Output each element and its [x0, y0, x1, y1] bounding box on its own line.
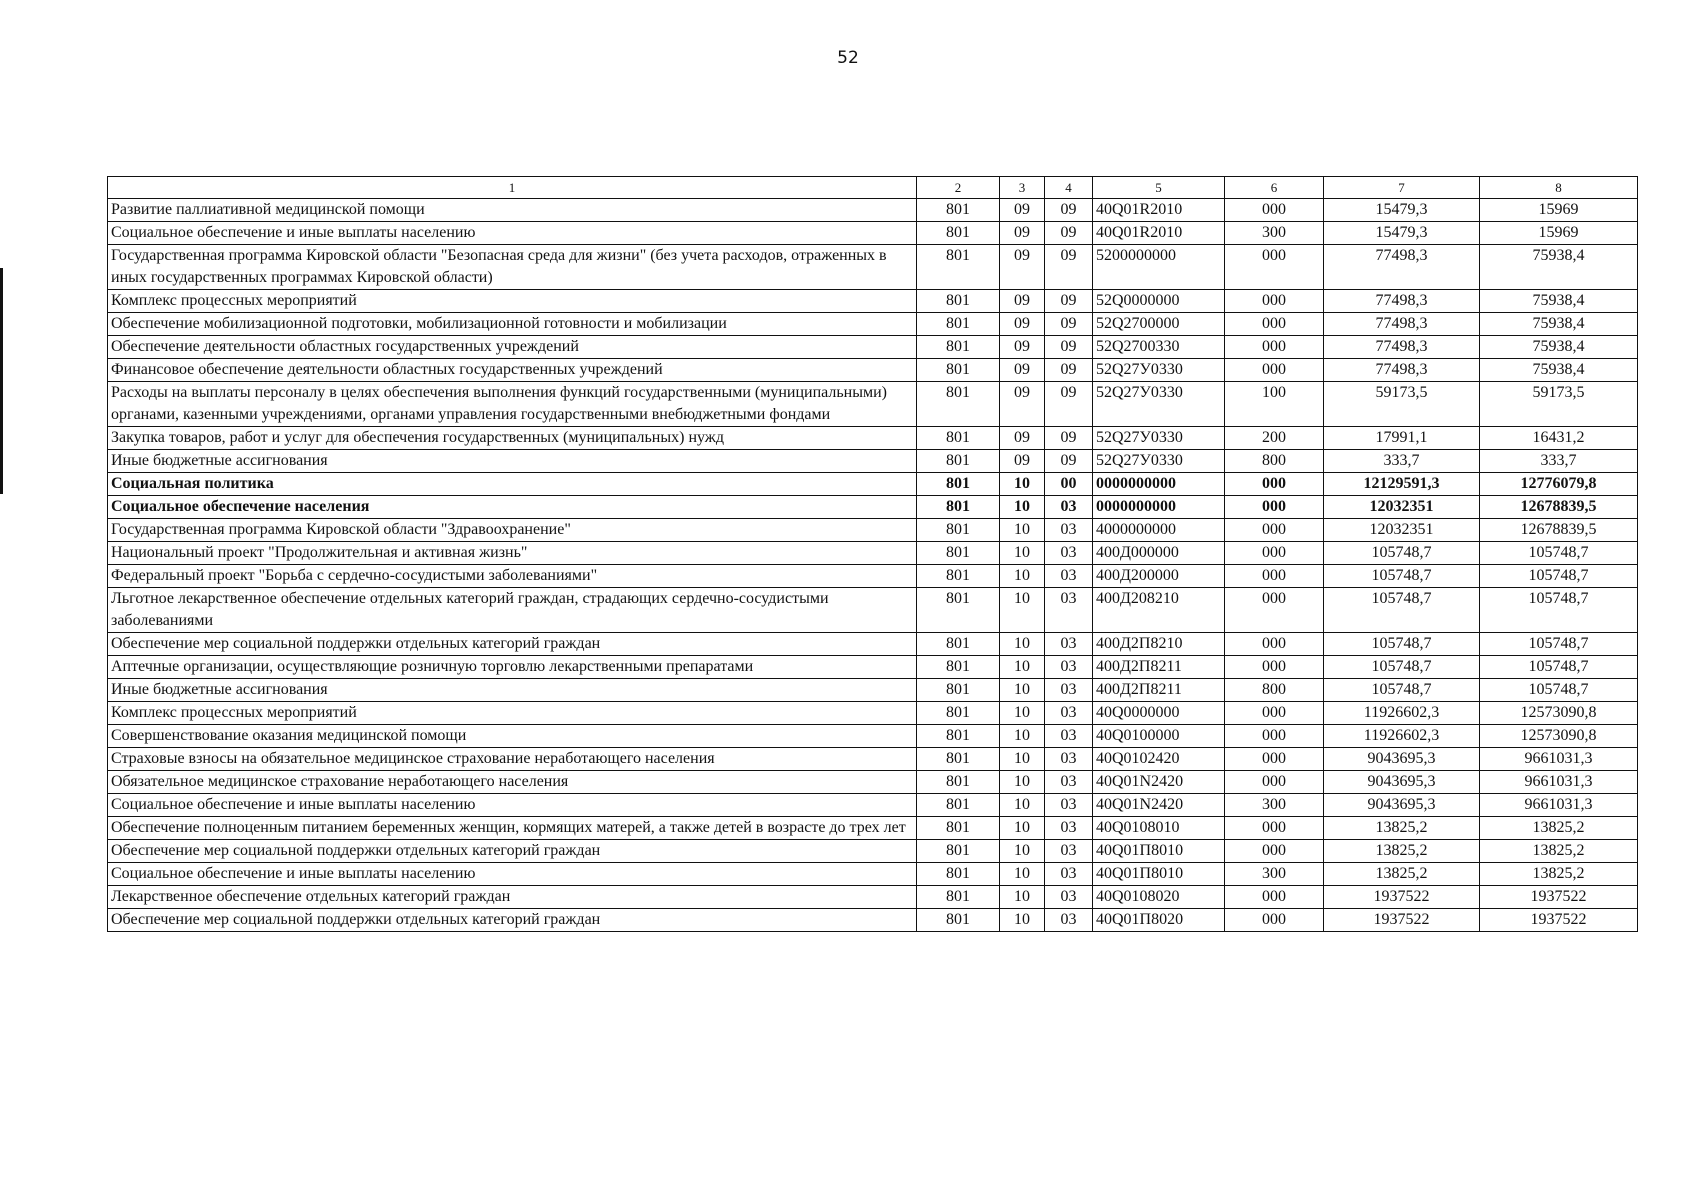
cell-ministry-code: 801 — [917, 222, 1000, 245]
cell-target-article: 400Д000000 — [1093, 542, 1225, 565]
cell-amount-year2: 105748,7 — [1480, 542, 1638, 565]
cell-name: Страховые взносы на обязательное медицинское страхование неработающего населения — [108, 748, 917, 771]
cell-section: 09 — [1000, 450, 1045, 473]
cell-subsection: 03 — [1045, 519, 1093, 542]
cell-section: 10 — [1000, 863, 1045, 886]
cell-amount-year1: 15479,3 — [1324, 222, 1480, 245]
cell-expense-type: 000 — [1225, 245, 1324, 290]
table-row — [108, 633, 1638, 656]
table-row — [108, 748, 1638, 771]
cell-amount-year1: 105748,7 — [1324, 565, 1480, 588]
header-cell-8: 8 — [1480, 177, 1638, 199]
cell-expense-type: 800 — [1225, 450, 1324, 473]
header-cell-3: 3 — [1000, 177, 1045, 199]
cell-amount-year1: 77498,3 — [1324, 336, 1480, 359]
cell-subsection: 03 — [1045, 496, 1093, 519]
cell-subsection: 03 — [1045, 840, 1093, 863]
cell-amount-year1: 59173,5 — [1324, 382, 1480, 427]
cell-subsection: 03 — [1045, 886, 1093, 909]
cell-amount-year2: 13825,2 — [1480, 863, 1638, 886]
cell-amount-year2: 13825,2 — [1480, 817, 1638, 840]
cell-amount-year2: 105748,7 — [1480, 588, 1638, 633]
cell-amount-year2: 75938,4 — [1480, 359, 1638, 382]
cell-subsection: 09 — [1045, 382, 1093, 427]
cell-subsection: 09 — [1045, 450, 1093, 473]
cell-section: 09 — [1000, 359, 1045, 382]
cell-ministry-code: 801 — [917, 199, 1000, 222]
cell-target-article: 52Q0000000 — [1093, 290, 1225, 313]
cell-amount-year1: 105748,7 — [1324, 633, 1480, 656]
margin-mark — [0, 268, 3, 494]
cell-amount-year2: 12573090,8 — [1480, 725, 1638, 748]
cell-amount-year1: 13825,2 — [1324, 817, 1480, 840]
cell-amount-year2: 9661031,3 — [1480, 771, 1638, 794]
cell-target-article: 400Д2П8211 — [1093, 656, 1225, 679]
table-row — [108, 863, 1638, 886]
cell-amount-year1: 77498,3 — [1324, 290, 1480, 313]
table-row — [108, 909, 1638, 932]
table-header-row — [108, 177, 1638, 199]
cell-amount-year2: 333,7 — [1480, 450, 1638, 473]
cell-ministry-code: 801 — [917, 565, 1000, 588]
cell-expense-type: 000 — [1225, 313, 1324, 336]
cell-amount-year2: 75938,4 — [1480, 336, 1638, 359]
table-row — [108, 245, 1638, 290]
table-row — [108, 794, 1638, 817]
cell-target-article: 52Q27У0330 — [1093, 359, 1225, 382]
cell-expense-type: 000 — [1225, 588, 1324, 633]
cell-subsection: 00 — [1045, 473, 1093, 496]
cell-amount-year2: 12776079,8 — [1480, 473, 1638, 496]
table-row — [108, 840, 1638, 863]
cell-ministry-code: 801 — [917, 290, 1000, 313]
cell-ministry-code: 801 — [917, 771, 1000, 794]
cell-amount-year2: 105748,7 — [1480, 565, 1638, 588]
cell-section: 10 — [1000, 840, 1045, 863]
table-row — [108, 519, 1638, 542]
cell-target-article: 40Q0108020 — [1093, 886, 1225, 909]
cell-amount-year1: 1937522 — [1324, 909, 1480, 932]
cell-name: Обеспечение мер социальной поддержки отдельных категорий граждан — [108, 633, 917, 656]
header-cell-1: 1 — [108, 177, 917, 199]
cell-amount-year2: 12573090,8 — [1480, 702, 1638, 725]
cell-expense-type: 000 — [1225, 656, 1324, 679]
cell-amount-year2: 59173,5 — [1480, 382, 1638, 427]
cell-subsection: 03 — [1045, 725, 1093, 748]
cell-expense-type: 300 — [1225, 794, 1324, 817]
table-row — [108, 199, 1638, 222]
cell-amount-year2: 1937522 — [1480, 909, 1638, 932]
cell-ministry-code: 801 — [917, 633, 1000, 656]
cell-section: 09 — [1000, 427, 1045, 450]
table-row — [108, 588, 1638, 633]
cell-ministry-code: 801 — [917, 748, 1000, 771]
cell-ministry-code: 801 — [917, 702, 1000, 725]
cell-name: Государственная программа Кировской области "Здравоохранение" — [108, 519, 917, 542]
cell-target-article: 400Д200000 — [1093, 565, 1225, 588]
cell-subsection: 03 — [1045, 542, 1093, 565]
table-row — [108, 336, 1638, 359]
cell-expense-type: 000 — [1225, 748, 1324, 771]
cell-target-article: 0000000000 — [1093, 473, 1225, 496]
cell-ministry-code: 801 — [917, 496, 1000, 519]
cell-target-article: 40Q01N2420 — [1093, 794, 1225, 817]
cell-target-article: 40Q01П8010 — [1093, 863, 1225, 886]
cell-ministry-code: 801 — [917, 382, 1000, 427]
cell-ministry-code: 801 — [917, 519, 1000, 542]
cell-name: Национальный проект "Продолжительная и активная жизнь" — [108, 542, 917, 565]
cell-target-article: 400Д2П8211 — [1093, 679, 1225, 702]
cell-subsection: 09 — [1045, 290, 1093, 313]
cell-amount-year2: 75938,4 — [1480, 313, 1638, 336]
cell-name: Социальная политика — [108, 473, 917, 496]
cell-amount-year1: 333,7 — [1324, 450, 1480, 473]
cell-amount-year1: 9043695,3 — [1324, 748, 1480, 771]
cell-section: 10 — [1000, 565, 1045, 588]
budget-table — [107, 176, 1638, 932]
cell-expense-type: 000 — [1225, 771, 1324, 794]
cell-subsection: 03 — [1045, 633, 1093, 656]
cell-subsection: 03 — [1045, 817, 1093, 840]
cell-amount-year1: 105748,7 — [1324, 588, 1480, 633]
table-row — [108, 313, 1638, 336]
cell-name: Совершенствование оказания медицинской помощи — [108, 725, 917, 748]
cell-name: Закупка товаров, работ и услуг для обеспечения государственных (муниципальных) нужд — [108, 427, 917, 450]
cell-name: Обеспечение полноценным питанием беременных женщин, кормящих матерей, а также детей в возрасте до трех лет — [108, 817, 917, 840]
cell-expense-type: 000 — [1225, 817, 1324, 840]
cell-amount-year1: 77498,3 — [1324, 359, 1480, 382]
cell-name: Обеспечение мобилизационной подготовки, мобилизационной готовности и мобилизации — [108, 313, 917, 336]
cell-subsection: 09 — [1045, 336, 1093, 359]
cell-subsection: 09 — [1045, 199, 1093, 222]
cell-subsection: 03 — [1045, 656, 1093, 679]
cell-section: 09 — [1000, 222, 1045, 245]
cell-section: 10 — [1000, 886, 1045, 909]
cell-amount-year2: 75938,4 — [1480, 290, 1638, 313]
table-row — [108, 382, 1638, 427]
cell-name: Комплекс процессных мероприятий — [108, 290, 917, 313]
cell-section: 10 — [1000, 656, 1045, 679]
cell-ministry-code: 801 — [917, 794, 1000, 817]
cell-ministry-code: 801 — [917, 886, 1000, 909]
table-row — [108, 817, 1638, 840]
cell-expense-type: 000 — [1225, 886, 1324, 909]
cell-ministry-code: 801 — [917, 427, 1000, 450]
cell-ministry-code: 801 — [917, 863, 1000, 886]
cell-target-article: 52Q27У0330 — [1093, 450, 1225, 473]
cell-ministry-code: 801 — [917, 679, 1000, 702]
cell-subsection: 09 — [1045, 245, 1093, 290]
cell-subsection: 03 — [1045, 771, 1093, 794]
cell-name: Льготное лекарственное обеспечение отдельных категорий граждан, страдающих сердечно-сосудистыми заболеваниями — [108, 588, 917, 633]
cell-section: 09 — [1000, 313, 1045, 336]
cell-expense-type: 800 — [1225, 679, 1324, 702]
cell-name: Комплекс процессных мероприятий — [108, 702, 917, 725]
cell-amount-year1: 1937522 — [1324, 886, 1480, 909]
cell-expense-type: 000 — [1225, 909, 1324, 932]
table-row — [108, 473, 1638, 496]
header-cell-7: 7 — [1324, 177, 1480, 199]
cell-subsection: 03 — [1045, 863, 1093, 886]
table-row — [108, 702, 1638, 725]
cell-expense-type: 000 — [1225, 565, 1324, 588]
table-row — [108, 725, 1638, 748]
cell-subsection: 03 — [1045, 679, 1093, 702]
table-row — [108, 496, 1638, 519]
table-row — [108, 290, 1638, 313]
cell-name: Расходы на выплаты персоналу в целях обеспечения выполнения функций государственными (муниципальными) органами, казенными учреждениями, органами управления государственными внебюджетными фондами — [108, 382, 917, 427]
cell-section: 10 — [1000, 794, 1045, 817]
cell-target-article: 4000000000 — [1093, 519, 1225, 542]
cell-section: 10 — [1000, 817, 1045, 840]
cell-target-article: 40Q0000000 — [1093, 702, 1225, 725]
cell-name: Лекарственное обеспечение отдельных категорий граждан — [108, 886, 917, 909]
cell-ministry-code: 801 — [917, 245, 1000, 290]
cell-subsection: 03 — [1045, 909, 1093, 932]
cell-amount-year1: 105748,7 — [1324, 656, 1480, 679]
cell-name: Финансовое обеспечение деятельности областных государственных учреждений — [108, 359, 917, 382]
cell-expense-type: 200 — [1225, 427, 1324, 450]
cell-amount-year2: 105748,7 — [1480, 679, 1638, 702]
cell-target-article: 40Q01R2010 — [1093, 222, 1225, 245]
cell-amount-year2: 9661031,3 — [1480, 794, 1638, 817]
cell-name: Обеспечение мер социальной поддержки отдельных категорий граждан — [108, 909, 917, 932]
cell-expense-type: 300 — [1225, 222, 1324, 245]
cell-section: 09 — [1000, 336, 1045, 359]
cell-expense-type: 000 — [1225, 702, 1324, 725]
cell-ministry-code: 801 — [917, 313, 1000, 336]
cell-expense-type: 000 — [1225, 359, 1324, 382]
cell-name: Федеральный проект "Борьба с сердечно-сосудистыми заболеваниями" — [108, 565, 917, 588]
cell-section: 10 — [1000, 771, 1045, 794]
cell-section: 09 — [1000, 199, 1045, 222]
cell-subsection: 03 — [1045, 702, 1093, 725]
cell-target-article: 40Q0102420 — [1093, 748, 1225, 771]
cell-amount-year1: 12032351 — [1324, 519, 1480, 542]
cell-target-article: 52Q27У0330 — [1093, 382, 1225, 427]
cell-amount-year1: 12129591,3 — [1324, 473, 1480, 496]
cell-section: 10 — [1000, 748, 1045, 771]
cell-target-article: 52Q27У0330 — [1093, 427, 1225, 450]
cell-amount-year1: 9043695,3 — [1324, 794, 1480, 817]
cell-section: 09 — [1000, 290, 1045, 313]
cell-name: Обеспечение мер социальной поддержки отдельных категорий граждан — [108, 840, 917, 863]
cell-section: 10 — [1000, 542, 1045, 565]
cell-ministry-code: 801 — [917, 336, 1000, 359]
cell-amount-year2: 105748,7 — [1480, 656, 1638, 679]
cell-target-article: 40Q01П8020 — [1093, 909, 1225, 932]
cell-subsection: 03 — [1045, 748, 1093, 771]
cell-amount-year2: 16431,2 — [1480, 427, 1638, 450]
cell-amount-year2: 13825,2 — [1480, 840, 1638, 863]
cell-subsection: 09 — [1045, 222, 1093, 245]
table-row — [108, 565, 1638, 588]
cell-expense-type: 000 — [1225, 519, 1324, 542]
cell-expense-type: 300 — [1225, 863, 1324, 886]
cell-name: Государственная программа Кировской области "Безопасная среда для жизни" (без учета расходов, отраженных в иных государственных программах Кировской области) — [108, 245, 917, 290]
page-number: 52 — [837, 48, 859, 68]
cell-ministry-code: 801 — [917, 725, 1000, 748]
cell-amount-year1: 15479,3 — [1324, 199, 1480, 222]
cell-name: Развитие паллиативной медицинской помощи — [108, 199, 917, 222]
cell-amount-year2: 15969 — [1480, 222, 1638, 245]
table-row — [108, 656, 1638, 679]
cell-amount-year1: 17991,1 — [1324, 427, 1480, 450]
table-row — [108, 771, 1638, 794]
cell-expense-type: 000 — [1225, 290, 1324, 313]
cell-ministry-code: 801 — [917, 909, 1000, 932]
header-cell-6: 6 — [1225, 177, 1324, 199]
cell-amount-year2: 105748,7 — [1480, 633, 1638, 656]
table-row — [108, 427, 1638, 450]
cell-name: Иные бюджетные ассигнования — [108, 450, 917, 473]
cell-target-article: 40Q01П8010 — [1093, 840, 1225, 863]
cell-amount-year2: 15969 — [1480, 199, 1638, 222]
cell-section: 10 — [1000, 725, 1045, 748]
cell-section: 10 — [1000, 496, 1045, 519]
cell-amount-year2: 75938,4 — [1480, 245, 1638, 290]
cell-amount-year2: 9661031,3 — [1480, 748, 1638, 771]
table-row — [108, 222, 1638, 245]
cell-amount-year1: 105748,7 — [1324, 542, 1480, 565]
cell-expense-type: 000 — [1225, 840, 1324, 863]
cell-name: Социальное обеспечение и иные выплаты населению — [108, 794, 917, 817]
cell-amount-year1: 11926602,3 — [1324, 725, 1480, 748]
cell-amount-year1: 11926602,3 — [1324, 702, 1480, 725]
table-row — [108, 359, 1638, 382]
cell-ministry-code: 801 — [917, 840, 1000, 863]
header-cell-4: 4 — [1045, 177, 1093, 199]
cell-name: Социальное обеспечение и иные выплаты населению — [108, 863, 917, 886]
cell-target-article: 40Q0108010 — [1093, 817, 1225, 840]
cell-section: 10 — [1000, 519, 1045, 542]
cell-target-article: 400Д208210 — [1093, 588, 1225, 633]
cell-ministry-code: 801 — [917, 542, 1000, 565]
cell-subsection: 03 — [1045, 565, 1093, 588]
cell-target-article: 52Q2700000 — [1093, 313, 1225, 336]
cell-target-article: 40Q0100000 — [1093, 725, 1225, 748]
cell-name: Иные бюджетные ассигнования — [108, 679, 917, 702]
cell-amount-year1: 9043695,3 — [1324, 771, 1480, 794]
cell-amount-year1: 77498,3 — [1324, 313, 1480, 336]
cell-amount-year2: 1937522 — [1480, 886, 1638, 909]
table-row — [108, 450, 1638, 473]
cell-section: 09 — [1000, 245, 1045, 290]
cell-ministry-code: 801 — [917, 450, 1000, 473]
cell-amount-year1: 13825,2 — [1324, 863, 1480, 886]
cell-ministry-code: 801 — [917, 817, 1000, 840]
cell-amount-year1: 13825,2 — [1324, 840, 1480, 863]
cell-expense-type: 000 — [1225, 496, 1324, 519]
cell-section: 10 — [1000, 702, 1045, 725]
cell-target-article: 52Q2700330 — [1093, 336, 1225, 359]
cell-expense-type: 100 — [1225, 382, 1324, 427]
cell-name: Обязательное медицинское страхование неработающего населения — [108, 771, 917, 794]
cell-expense-type: 000 — [1225, 725, 1324, 748]
cell-target-article: 0000000000 — [1093, 496, 1225, 519]
cell-section: 10 — [1000, 588, 1045, 633]
cell-expense-type: 000 — [1225, 542, 1324, 565]
cell-subsection: 03 — [1045, 588, 1093, 633]
cell-subsection: 09 — [1045, 427, 1093, 450]
header-cell-2: 2 — [917, 177, 1000, 199]
cell-expense-type: 000 — [1225, 336, 1324, 359]
cell-name: Социальное обеспечение населения — [108, 496, 917, 519]
cell-name: Аптечные организации, осуществляющие розничную торговлю лекарственными препаратами — [108, 656, 917, 679]
cell-target-article: 40Q01N2420 — [1093, 771, 1225, 794]
cell-target-article: 400Д2П8210 — [1093, 633, 1225, 656]
cell-target-article: 40Q01R2010 — [1093, 199, 1225, 222]
cell-amount-year2: 12678839,5 — [1480, 496, 1638, 519]
cell-target-article: 5200000000 — [1093, 245, 1225, 290]
cell-section: 10 — [1000, 633, 1045, 656]
cell-ministry-code: 801 — [917, 656, 1000, 679]
cell-amount-year1: 12032351 — [1324, 496, 1480, 519]
cell-ministry-code: 801 — [917, 588, 1000, 633]
cell-expense-type: 000 — [1225, 473, 1324, 496]
table-row — [108, 679, 1638, 702]
cell-section: 10 — [1000, 679, 1045, 702]
cell-expense-type: 000 — [1225, 199, 1324, 222]
cell-name: Обеспечение деятельности областных государственных учреждений — [108, 336, 917, 359]
cell-subsection: 03 — [1045, 794, 1093, 817]
cell-ministry-code: 801 — [917, 359, 1000, 382]
cell-amount-year2: 12678839,5 — [1480, 519, 1638, 542]
cell-expense-type: 000 — [1225, 633, 1324, 656]
cell-ministry-code: 801 — [917, 473, 1000, 496]
header-cell-5: 5 — [1093, 177, 1225, 199]
cell-amount-year1: 77498,3 — [1324, 245, 1480, 290]
table-row — [108, 542, 1638, 565]
cell-subsection: 09 — [1045, 359, 1093, 382]
cell-amount-year1: 105748,7 — [1324, 679, 1480, 702]
cell-section: 10 — [1000, 909, 1045, 932]
cell-name: Социальное обеспечение и иные выплаты населению — [108, 222, 917, 245]
table-row — [108, 886, 1638, 909]
cell-subsection: 09 — [1045, 313, 1093, 336]
cell-section: 10 — [1000, 473, 1045, 496]
cell-section: 09 — [1000, 382, 1045, 427]
